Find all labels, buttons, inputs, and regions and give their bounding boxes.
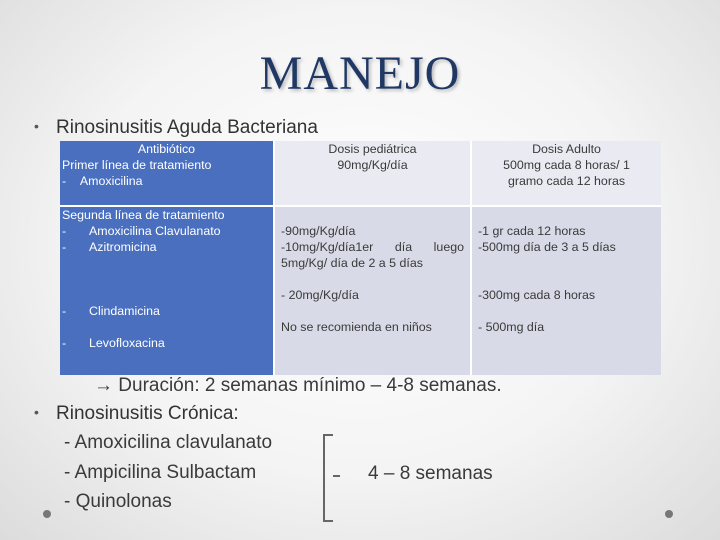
table-header-row bbox=[60, 141, 661, 206]
drug-item: - Clindamicina bbox=[62, 304, 160, 318]
bullet-acute bbox=[34, 117, 318, 139]
adult-dose-azitro: -500mg día de 3 a 5 días bbox=[478, 240, 616, 254]
header-adult-dose: Dosis Adulto bbox=[532, 142, 601, 156]
chronic-drug-item: - Ampicilina Sulbactam bbox=[64, 462, 257, 483]
drug-item: - Amoxicilina Clavulanato bbox=[62, 224, 221, 238]
drug-amoxicilina-clavulanato: Amoxicilina Clavulanato bbox=[89, 224, 221, 238]
adult-dose-clinda: -300mg cada 8 horas bbox=[478, 288, 596, 302]
grouping-bracket bbox=[323, 434, 333, 522]
table-body-row bbox=[60, 206, 661, 375]
adult-dose-levo: - 500mg día bbox=[478, 320, 545, 334]
header-antibiotic: Antibiótico bbox=[137, 142, 196, 156]
second-line-label: Segunda línea de tratamiento bbox=[62, 208, 225, 222]
pediatric-first-line-dose: 90mg/Kg/día bbox=[337, 158, 408, 172]
bullet-dot: • bbox=[34, 404, 39, 420]
header-adult-cell bbox=[471, 141, 661, 206]
pediatric-dose-clinda: - 20mg/Kg/día bbox=[281, 288, 359, 302]
drug-levofloxacina: Levofloxacina bbox=[89, 336, 165, 350]
adult-dose-cell bbox=[471, 206, 661, 375]
bullet-dot: • bbox=[34, 118, 39, 134]
bullet-chronic-text: Rinosinusitis Crónica: bbox=[56, 403, 239, 424]
bullet-chronic bbox=[34, 403, 239, 425]
first-line-drug: - Amoxicilina bbox=[62, 174, 143, 188]
pediatric-dose-azitro-2: 5mg/Kg/ día de 2 a 5 días bbox=[281, 256, 423, 270]
pediatric-dose-azitro-1: -10mg/Kg/día1er día luego bbox=[281, 240, 464, 254]
duration-note: → Duración: 2 semanas mínimo – 4-8 semanas. bbox=[94, 375, 502, 396]
adult-first-line-dose-2: gramo cada 12 horas bbox=[507, 174, 626, 188]
treatment-table bbox=[60, 141, 661, 375]
decorative-dot bbox=[43, 510, 51, 518]
drug-item: - Levofloxacina bbox=[62, 336, 165, 350]
chronic-duration: 4 – 8 semanas bbox=[368, 463, 493, 484]
decorative-dot bbox=[665, 510, 673, 518]
drug-clindamicina: Clindamicina bbox=[89, 304, 160, 318]
pediatric-levo-note: No se recomienda en niños bbox=[281, 320, 432, 334]
pediatric-dose-amoxi-clav: -90mg/Kg/día bbox=[281, 224, 356, 238]
pediatric-dose-cell bbox=[274, 206, 471, 375]
second-line-cell bbox=[60, 206, 274, 375]
bracket-tick bbox=[333, 475, 340, 477]
bullet-acute-text: Rinosinusitis Aguda Bacteriana bbox=[56, 117, 318, 138]
drug-azitromicina: Azitromicina bbox=[89, 240, 157, 254]
slide-title: MANEJO bbox=[259, 47, 461, 100]
adult-dose-amoxi-clav: -1 gr cada 12 horas bbox=[478, 224, 586, 238]
header-pediatric-dose: Dosis pediátrica bbox=[328, 142, 417, 156]
adult-first-line-dose-1: 500mg cada 8 horas/ 1 bbox=[503, 158, 630, 172]
chronic-drug-item: - Quinolonas bbox=[64, 491, 172, 512]
chronic-drug-item: - Amoxicilina clavulanato bbox=[64, 432, 273, 453]
first-line-label: Primer línea de tratamiento bbox=[62, 158, 212, 172]
header-pediatric-cell bbox=[274, 141, 471, 206]
header-antibiotic-cell bbox=[60, 141, 274, 206]
drug-item: - Azitromicina bbox=[62, 240, 157, 254]
